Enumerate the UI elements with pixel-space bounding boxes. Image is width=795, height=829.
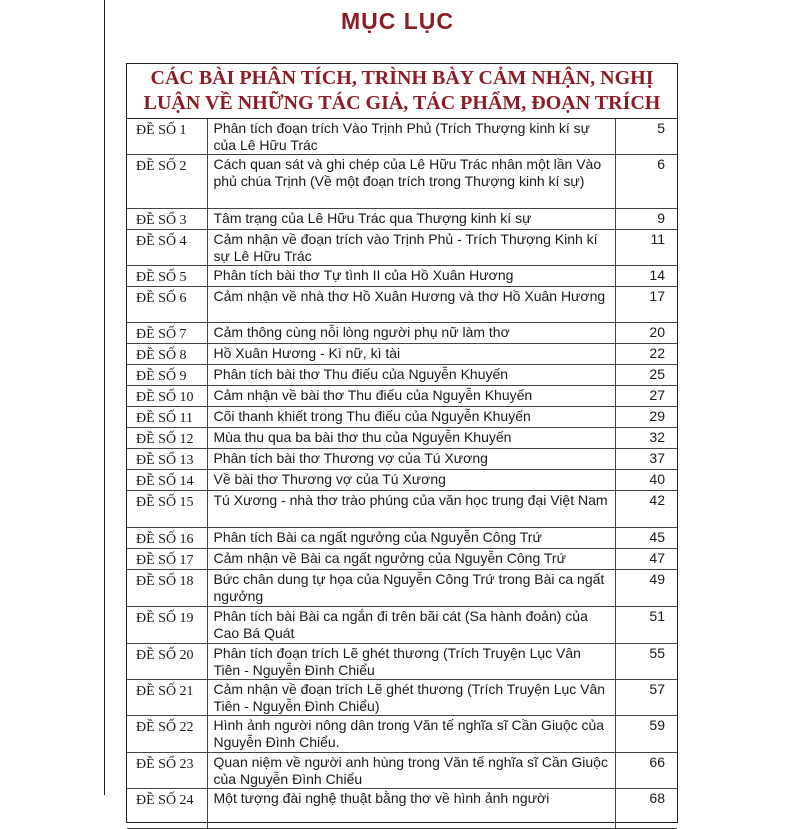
entry-label: ĐỀ SỐ 8 [127, 344, 207, 365]
entry-title[interactable]: Phân tích Bài ca ngất ngưởng của Nguyễn Công Trứ [207, 528, 615, 549]
toc-row [127, 155, 677, 209]
toc-row [127, 644, 677, 680]
toc-row [127, 365, 677, 386]
entry-label: ĐỀ SỐ 15 [127, 491, 207, 528]
entry-title[interactable]: Cảm nhận về đoạn trích vào Trịnh Phủ - Trích Thượng Kinh kí sự Lê Hữu Trác [207, 230, 615, 266]
entry-title[interactable]: Cảm thông cùng nỗi lòng người phụ nữ làm thơ [207, 323, 615, 344]
entry-label: ĐỀ SỐ 19 [127, 607, 207, 644]
toc-row [127, 344, 677, 365]
entry-page-number: 14 [615, 266, 677, 287]
entry-label: ĐỀ SỐ 17 [127, 549, 207, 570]
toc-row [127, 119, 677, 155]
entry-label: ĐỀ SỐ 3 [127, 209, 207, 230]
toc-row [127, 470, 677, 491]
toc-row [127, 230, 677, 266]
entry-label: ĐỀ SỐ 22 [127, 716, 207, 753]
entry-label: ĐỀ SỐ 23 [127, 753, 207, 789]
toc-row [127, 287, 677, 323]
entry-label: ĐỀ SỐ 24 [127, 789, 207, 829]
entry-label: ĐỀ SỐ 20 [127, 644, 207, 680]
entry-page-number: 9 [615, 209, 677, 230]
entry-page-number: 45 [615, 528, 677, 549]
entry-title[interactable]: Cách quan sát và ghi chép của Lê Hữu Trác nhân một lần Vào phủ chúa Trịnh (Về một đoạn trích trong Thượng kinh kí sự) [207, 155, 615, 209]
entry-title[interactable]: Bức chân dung tự họa của Nguyễn Công Trứ trong Bài ca ngất ngưởng [207, 570, 615, 607]
entry-label: ĐỀ SỐ 16 [127, 528, 207, 549]
entry-page-number: 25 [615, 365, 677, 386]
entry-label: ĐỀ SỐ 7 [127, 323, 207, 344]
entry-page-number: 22 [615, 344, 677, 365]
entry-page-number: 47 [615, 549, 677, 570]
toc-row [127, 209, 677, 230]
page-margin-rule [104, 0, 105, 795]
entry-title[interactable]: Phân tích bài thơ Thu điếu của Nguyễn Khuyến [207, 365, 615, 386]
entry-page-number: 27 [615, 386, 677, 407]
entry-title[interactable]: Cảm nhận về đoạn trích Lẽ ghét thương (Trích Truyện Lục Vân Tiên - Nguyễn Đình Chiểu) [207, 680, 615, 716]
toc-row [127, 570, 677, 607]
entry-title[interactable]: Cảm nhận về Bài ca ngất ngưởng của Nguyễn Công Trứ [207, 549, 615, 570]
toc-row [127, 680, 677, 716]
entry-page-number: 57 [615, 680, 677, 716]
entry-label: ĐỀ SỐ 14 [127, 470, 207, 491]
entry-title[interactable]: Phân tích bài thơ Tự tình II của Hồ Xuân Hương [207, 266, 615, 287]
entry-page-number: 42 [615, 491, 677, 528]
entry-label: ĐỀ SỐ 12 [127, 428, 207, 449]
entry-title[interactable]: Phân tích đoạn trích Lẽ ghét thương (Trích Truyện Lục Vân Tiên - Nguyễn Đình Chiểu [207, 644, 615, 680]
entry-title[interactable]: Tú Xương - nhà thơ trào phúng của văn học trung đại Việt Nam [207, 491, 615, 528]
toc-row [127, 266, 677, 287]
entry-page-number: 32 [615, 428, 677, 449]
entry-label: ĐỀ SỐ 10 [127, 386, 207, 407]
entry-title[interactable]: Cảm nhận về bài thơ Thu điếu của Nguyễn Khuyến [207, 386, 615, 407]
toc-row [127, 716, 677, 753]
toc-entries [127, 119, 677, 829]
entry-label: ĐỀ SỐ 11 [127, 407, 207, 428]
section-heading: CÁC BÀI PHÂN TÍCH, TRÌNH BÀY CẢM NHẬN, NGHỊ LUẬN VỀ NHỮNG TÁC GIẢ, TÁC PHẨM, ĐOẠN TRÍCH [127, 64, 677, 119]
entry-page-number: 68 [615, 789, 677, 829]
entry-title[interactable]: Cảm nhận về nhà thơ Hồ Xuân Hương và thơ Hồ Xuân Hương [207, 287, 615, 323]
toc-row [127, 549, 677, 570]
entry-page-number: 11 [615, 230, 677, 266]
entry-label: ĐỀ SỐ 4 [127, 230, 207, 266]
entry-title[interactable]: Mùa thu qua ba bài thơ thu của Nguyễn Khuyến [207, 428, 615, 449]
entry-page-number: 59 [615, 716, 677, 753]
entry-label: ĐỀ SỐ 1 [127, 119, 207, 155]
entry-page-number: 17 [615, 287, 677, 323]
toc-row [127, 528, 677, 549]
entry-page-number: 29 [615, 407, 677, 428]
entry-label: ĐỀ SỐ 9 [127, 365, 207, 386]
toc-row [127, 491, 677, 528]
entry-label: ĐỀ SỐ 6 [127, 287, 207, 323]
toc-row [127, 323, 677, 344]
toc-row [127, 449, 677, 470]
toc-row [127, 428, 677, 449]
entry-title[interactable]: Hình ảnh người nông dân trong Văn tế nghĩa sĩ Cần Giuộc của Nguyễn Đình Chiểu. [207, 716, 615, 753]
entry-page-number: 55 [615, 644, 677, 680]
toc-row [127, 386, 677, 407]
entry-page-number: 49 [615, 570, 677, 607]
toc-row [127, 753, 677, 789]
entry-label: ĐỀ SỐ 18 [127, 570, 207, 607]
entry-page-number: 20 [615, 323, 677, 344]
entry-page-number: 5 [615, 119, 677, 155]
entry-page-number: 66 [615, 753, 677, 789]
entry-label: ĐỀ SỐ 21 [127, 680, 207, 716]
entry-title[interactable]: Một tượng đài nghệ thuật bằng thơ về hình ảnh người [207, 789, 615, 829]
toc-row [127, 607, 677, 644]
entry-label: ĐỀ SỐ 2 [127, 155, 207, 209]
entry-title[interactable]: Về bài thơ Thương vợ của Tú Xương [207, 470, 615, 491]
entry-title[interactable]: Tâm trạng của Lê Hữu Trác qua Thượng kinh kí sự [207, 209, 615, 230]
entry-title[interactable]: Phân tích bài Bài ca ngắn đi trên bãi cát (Sa hành đoản) của Cao Bá Quát [207, 607, 615, 644]
entry-page-number: 37 [615, 449, 677, 470]
entry-title[interactable]: Quan niệm về người anh hùng trong Văn tế nghĩa sĩ Cần Giuộc của Nguyễn Đình Chiểu [207, 753, 615, 789]
entry-title[interactable]: Hồ Xuân Hương - Kì nữ, kì tài [207, 344, 615, 365]
entry-label: ĐỀ SỐ 13 [127, 449, 207, 470]
entry-title[interactable]: Cõi thanh khiết trong Thu điếu của Nguyễn Khuyến [207, 407, 615, 428]
entry-title[interactable]: Phân tích đoạn trích Vào Trịnh Phủ (Trích Thượng kinh kí sự của Lê Hữu Trác [207, 119, 615, 155]
page-title: MỤC LỤC [340, 8, 455, 34]
toc-row [127, 407, 677, 428]
entry-page-number: 51 [615, 607, 677, 644]
toc-table [126, 63, 678, 823]
entry-title[interactable]: Phân tích bài thơ Thương vợ của Tú Xương [207, 449, 615, 470]
entry-label: ĐỀ SỐ 5 [127, 266, 207, 287]
entry-page-number: 6 [615, 155, 677, 209]
entry-page-number: 40 [615, 470, 677, 491]
